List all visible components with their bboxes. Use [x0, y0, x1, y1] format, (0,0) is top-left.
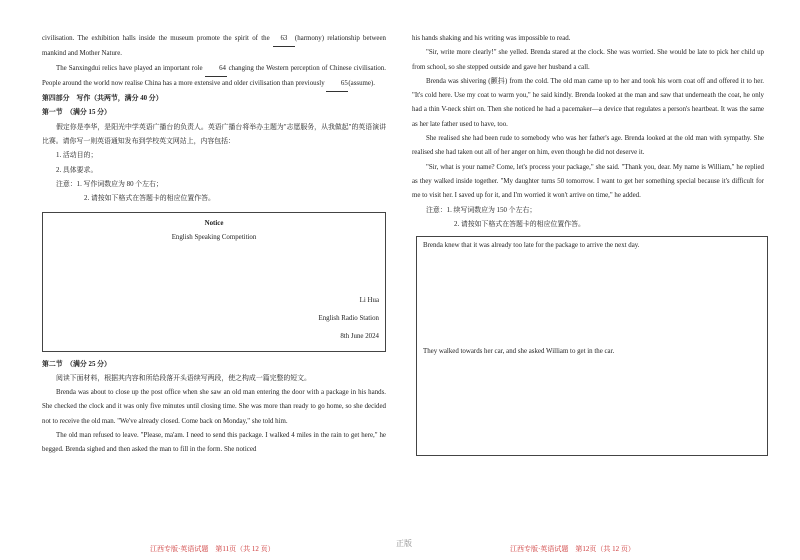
passage-paragraph: [42, 62, 386, 93]
blank-65: 65: [326, 77, 348, 92]
blank-64: 64: [205, 62, 227, 77]
signature-date: 8th June 2024: [340, 332, 379, 340]
story-paragraph: Brenda was about to close up the post office when she saw an old man entering the door with a package in his hands. She checked the clock and it was only five minutes until closing time. She was more than ready to go home, so she decided not to receive the old man. "We've already closed. Come back on Monday," she told him.: [42, 389, 386, 425]
section-heading: 第一节 （满分 15 分）: [42, 109, 111, 117]
story-paragraph: She realised she had been rude to somebody who was her father's age. Brenda looked at the old man with sympathy. She realised she had taken out all of her anger on him, even though he did not deserve it.: [412, 135, 764, 157]
continuation-answer-box: [416, 236, 768, 456]
notice-title: Notice: [204, 219, 224, 227]
story-paragraph: "Sir, what is your name? Come, let's process your package," she said. "Thank you, dear. My name is William," he replied as they walked inside together. "My daughter turns 50 tomorrow. I want to get her something special because it's difficult for me to visit her. I saved up for it, and I'm worried it won't arrive on time," he added.: [412, 163, 764, 200]
task-text: 假定你是李华，是阳光中学英语广播台的负责人。英语广播台将举办主题为"志愿服务，从我做起"的英语演讲比赛。请你写一则英语通知发布到学校英文网站上，内容包括：: [42, 123, 386, 146]
note: 2. 请按如下格式在答题卡的相应位置作答。: [454, 220, 585, 228]
story-paragraph: his hands shaking and his writing was impossible to read.: [412, 35, 571, 42]
text: The Sanxingdui relics have played an important role: [56, 64, 203, 72]
text: (assume).: [348, 79, 375, 87]
page-footer: 江西专版·英语试题 第12页（共 12 页）: [510, 545, 635, 553]
passage-paragraph: [42, 32, 386, 62]
task-text: 阅读下面材料，根据其内容和所给段落开头语续写两段，使之构成一篇完整的短文。: [56, 374, 311, 382]
task-item: 1. 活动目的；: [56, 152, 98, 160]
notice-subtitle: English Speaking Competition: [171, 233, 257, 241]
part-heading: 第四部分 写作（共两节，满分 40 分）: [42, 95, 163, 103]
page-footer: 江西专版·英语试题 第11页（共 12 页）: [150, 545, 275, 553]
paragraph-opener-2: They walked towards her car, and she asked William to get in the car.: [423, 348, 615, 356]
text: (harmony) relationship between mankind and Mother Nature.: [42, 35, 386, 58]
notice-template-box: [42, 212, 386, 352]
watermark-stamp: 正版: [396, 539, 412, 548]
note: 2. 请按如下格式在答题卡的相应位置作答。: [84, 195, 215, 203]
text: civilisation. The exhibition halls inside the museum promote the spirit of the: [42, 35, 270, 42]
blank-63: 63: [273, 32, 295, 47]
paragraph-opener-1: Brenda knew that it was already too late for the package to arrive the next day.: [423, 242, 640, 250]
signature-org: English Radio Station: [318, 314, 379, 322]
note: 注意：1. 续写词数应为 150 个左右；: [426, 206, 537, 214]
story-paragraph: Brenda was shivering (颤抖) from the cold. The old man came up to her and took his worn coat off and offered it to her. "It's cold here. Use my coat to warm you," he said kindly. Brenda looked at the man and saw that underneath the coat, he only had a thin V-neck shirt on. Then she noticed he had a pacemaker—a device that regulates a person's heartbeat. It was the same as her late father used to have, too.: [412, 77, 764, 128]
story-paragraph: "Sir, write more clearly!" she yelled. Brenda stared at the clock. She was worried. She would be late to pick her child up from school, so she stepped outside and gave her husband a call.: [412, 49, 764, 71]
note: 注意：1. 写作词数应为 80 个左右；: [56, 180, 163, 188]
text: changing the Western perception of Chinese civilisation. People around the world now realise China has a more extensive and older civilisation than previously: [42, 64, 387, 87]
right-page: [400, 0, 800, 560]
story-paragraph: The old man refused to leave. "Please, ma'am. I need to send this package. I walked 4 miles in the rain to get here," he begged. Brenda sighed and then asked the man to fill in the form. She noticed: [42, 432, 386, 454]
signature-name: Li Hua: [359, 296, 379, 304]
task-item: 2. 具体要求。: [56, 166, 98, 174]
section-heading: 第二节 （满分 25 分）: [42, 360, 111, 368]
